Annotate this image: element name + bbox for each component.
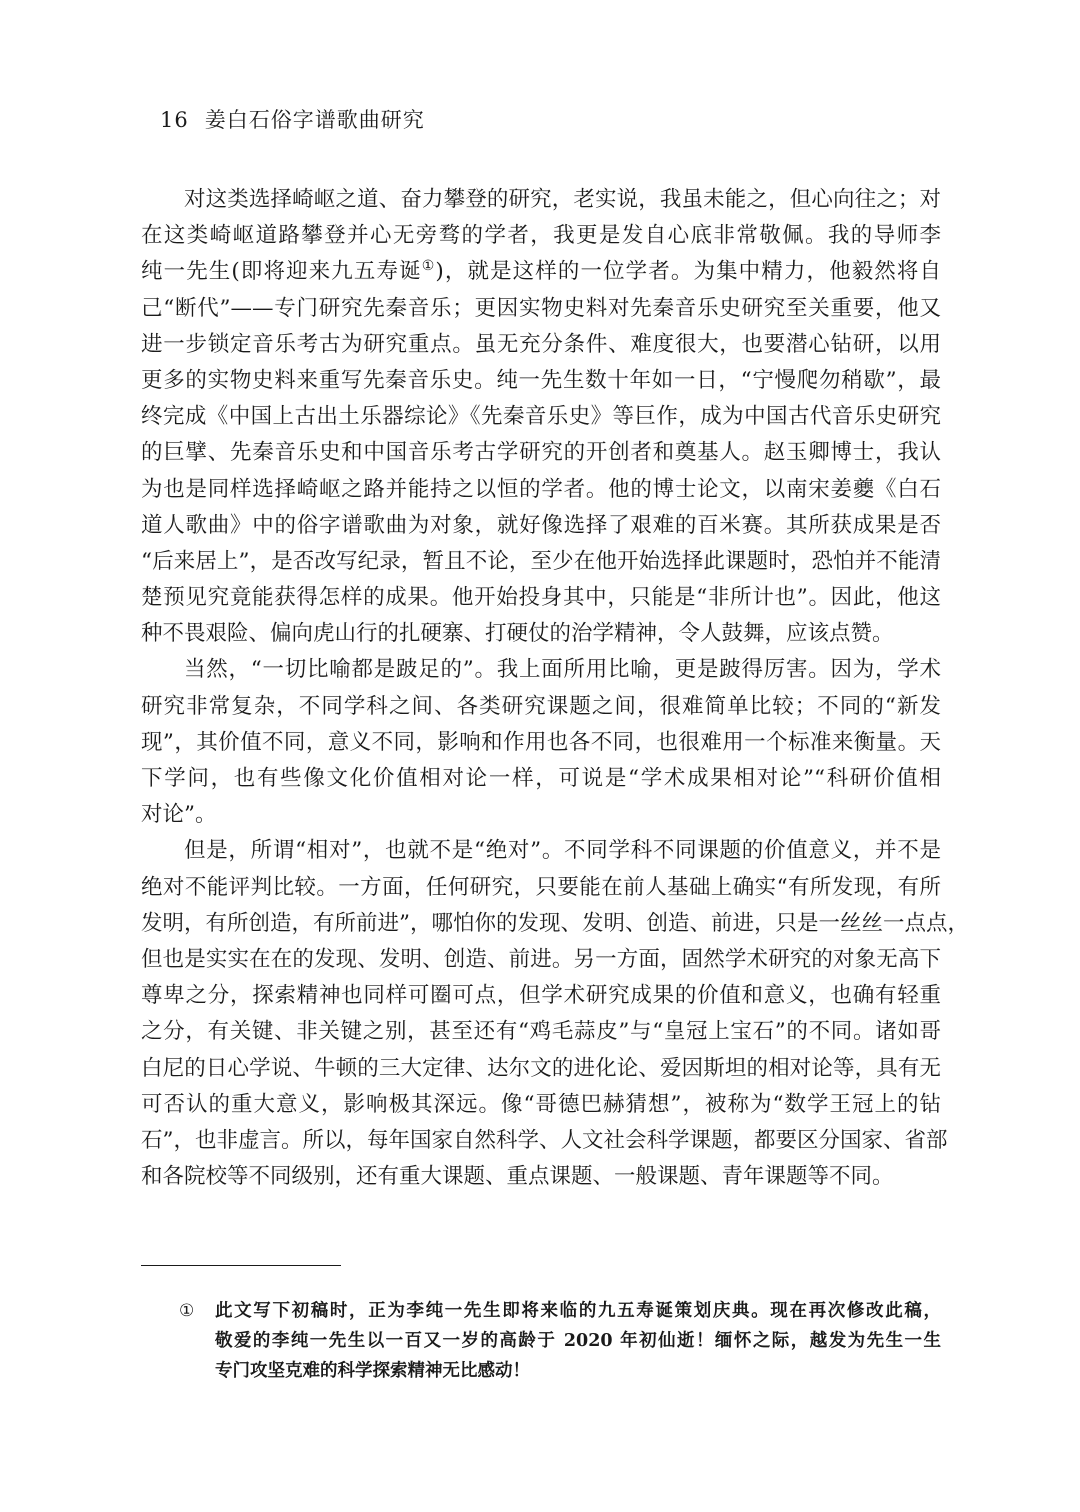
body-line: 己“断代”——专门研究先秦音乐；更因实物史料对先秦音乐史研究至关重要，他又 [141, 295, 941, 321]
body-line: 绝对不能评判比较。一方面，任何研究，只要能在前人基础上确实“有所发现，有所 [141, 874, 941, 900]
body-text [141, 182, 969, 1195]
body-line: 楚预见究竟能获得怎样的成果。他开始投身其中，只能是“非所计也”。因此，他这 [141, 585, 941, 611]
body-line: 对论”。 [141, 802, 217, 828]
body-line: 当然，“一切比喻都是跛足的”。我上面所用比喻，更是跛得厉害。因为，学术 [184, 657, 941, 683]
body-line: 石”，也非虚言。所以，每年国家自然科学、人文社会科学课题，都要区分国家、省部 [141, 1127, 948, 1153]
footnote-mark: ① [179, 1301, 195, 1321]
body-line: 道人歌曲》中的俗字谱歌曲为对象，就好像选择了艰难的百米赛。其所获成果是否 [141, 512, 941, 538]
footnote-line: 专门攻坚克难的科学探索精神无比感动！ [215, 1361, 530, 1381]
body-line: 可否认的重大意义，影响极其深远。像“哥德巴赫猜想”，被称为“数学王冠上的钻 [141, 1091, 941, 1117]
footnote-line: 敬爱的李纯一先生以一百又一岁的高龄于 2020 年初仙逝！缅怀之际，越发为先生一生 [215, 1331, 941, 1351]
running-header [160, 104, 425, 136]
page-number: 16 [160, 108, 189, 132]
body-line-segment: )，就是这样的一位学者。为集中精力，他毅然将自 [435, 259, 941, 285]
body-line: 下学问，也有些像文化价值相对论一样，可说是“学术成果相对论”“科研价值相 [141, 766, 941, 791]
footnote-divider [141, 1265, 341, 1266]
body-line: 研究非常复杂，不同学科之间、各类研究课题之间，很难简单比较；不同的“新发 [141, 693, 941, 719]
body-line: 和各院校等不同级别，还有重大课题、重点课题、一般课题、青年课题等不同。 [141, 1164, 894, 1190]
body-line: 的巨擘、先秦音乐史和中国音乐考古学研究的开创者和奠基人。赵玉卿博士，我认 [141, 440, 941, 466]
body-line-segment: 纯一先生(即将迎来九五寿诞 [141, 259, 422, 285]
body-line: 对这类选择崎岖之道、奋力攀登的研究，老实说，我虽未能之，但心向往之；对 [184, 187, 941, 212]
footnote-line: 此文写下初稿时，正为李纯一先生即将来临的九五寿诞策划庆典。现在再次修改此稿， [215, 1301, 941, 1321]
body-line: 终完成《中国上古出土乐器综论》《先秦音乐史》等巨作，成为中国古代音乐史研究 [141, 404, 941, 430]
body-line: 白尼的日心学说、牛顿的三大定律、达尔文的进化论、爱因斯坦的相对论等，具有无 [141, 1055, 941, 1081]
running-header-title: 姜白石俗字谱歌曲研究 [204, 108, 425, 132]
body-line: 更多的实物史料来重写先秦音乐史。纯一先生数十年如一日，“宁慢爬勿稍歇”，最 [141, 367, 941, 393]
body-line: 但是，所谓“相对”，也就不是“绝对”。不同学科不同课题的价值意义，并不是 [184, 838, 941, 864]
body-line: 为也是同样选择崎岖之路并能持之以恒的学者。他的博士论文，以南宋姜夔《白石 [141, 476, 941, 502]
footnote-reference-mark[interactable]: ① [421, 258, 436, 275]
body-line: 但也是实实在在的发现、发明、创造、前进。另一方面，固然学术研究的对象无高下 [141, 946, 941, 972]
body-line: “后来居上”，是否改写纪录，暂且不论，至少在他开始选择此课题时，恐怕并不能清 [141, 548, 941, 574]
footnote-text [215, 1296, 941, 1386]
body-line: 之分，有关键、非关键之别，甚至还有“鸡毛蒜皮”与“皇冠上宝石”的不同。诸如哥 [141, 1019, 941, 1045]
body-line: 发明，有所创造，有所前进”，哪怕你的发现、发明、创造、前进，只是一丝丝一点点， [141, 910, 969, 936]
body-line: 在这类崎岖道路攀登并心无旁骛的学者，我更是发自心底非常敬佩。我的导师李 [141, 223, 941, 249]
body-line: 尊卑之分，探索精神也同样可圈可点，但学术研究成果的价值和意义，也确有轻重 [141, 983, 941, 1009]
body-line: 现”，其价值不同，意义不同，影响和作用也各不同，也很难用一个标准来衡量。天 [141, 729, 941, 755]
body-line: 种不畏艰险、偏向虎山行的扎硬寨、打硬仗的治学精神，令人鼓舞，应该点赞。 [141, 621, 894, 647]
body-line: 进一步锁定音乐考古为研究重点。虽无充分条件、难度很大，也要潜心钻研，以用 [141, 331, 941, 357]
body-line-with-note [141, 254, 941, 290]
